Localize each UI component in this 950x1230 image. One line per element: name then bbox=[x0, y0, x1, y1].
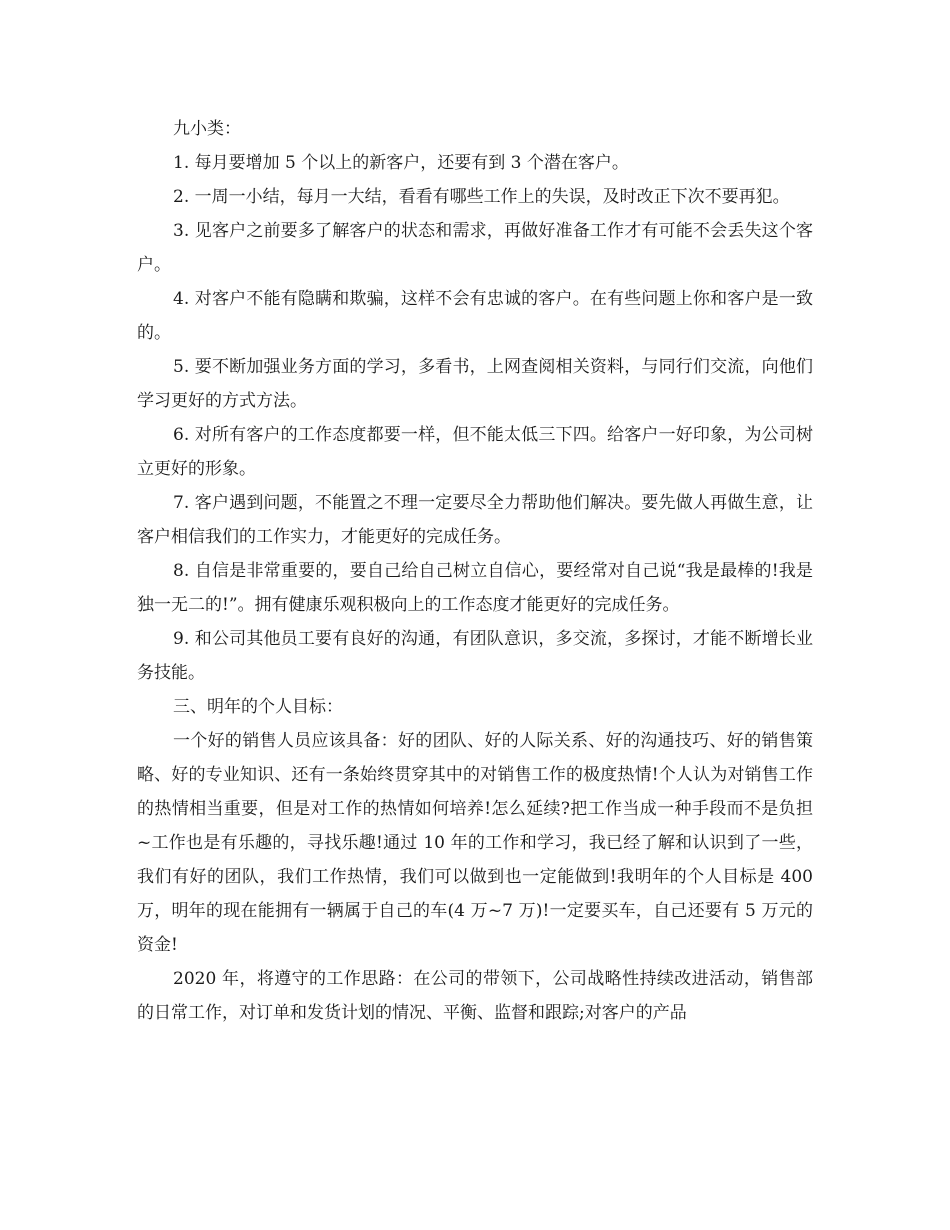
list-item-8: 8. 自信是非常重要的，要自己给自己树立自信心，要经常对自己说“我是最棒的!我是独一无二的!”。拥有健康乐观积极向上的工作态度才能更好的完成任务。 bbox=[137, 561, 813, 615]
list-item-2: 2. 一周一小结，每月一大结，看看有哪些工作上的失误，及时改正下次不要再犯。 bbox=[173, 187, 790, 207]
list-item-9: 9. 和公司其他员工要有良好的沟通，有团队意识，多交流，多探讨，才能不断增长业务技能。 bbox=[137, 629, 813, 683]
list-item-3: 3. 见客户之前要多了解客户的状态和需求，再做好准备工作才有可能不会丢失这个客户。 bbox=[137, 221, 813, 275]
body-paragraph-plan: 2020 年，将遵守的工作思路：在公司的带领下，公司战略性持续改进活动，销售部的日常工作，对订单和发货计划的情况、平衡、监督和跟踪;对客户的产品 bbox=[137, 969, 813, 1023]
body-paragraph-goals: 一个好的销售人员应该具备：好的团队、好的人际关系、好的沟通技巧、好的销售策略、好的专业知识、还有一条始终贯穿其中的对销售工作的极度热情!个人认为对销售工作的热情相当重要，但是对工作的热情如何培养!怎么延续?把工作当成一种手段而不是负担~工作也是有乐趣的，寻找乐趣!通过 10 年的工作和学习，我已经了解和认识到了一些，我们有好的团队，我们工作热情，我们可以做到也一定能做到!我明年的个人目标是 400 万，明年的现在能拥有一辆属于自己的车(4 万~7 万)!一定要买车，自己还要有 5 万元的资金! bbox=[137, 731, 813, 955]
section-heading-goals: 三、明年的个人目标： bbox=[173, 697, 343, 717]
list-item-5: 5. 要不断加强业务方面的学习，多看书，上网查阅相关资料，与同行们交流，向他们学习更好的方式方法。 bbox=[137, 357, 813, 411]
list-item-1: 1. 每月要增加 5 个以上的新客户，还要有到 3 个潜在客户。 bbox=[173, 153, 629, 173]
document-body bbox=[137, 112, 813, 1030]
list-item-6: 6. 对所有客户的工作态度都要一样，但不能太低三下四。给客户一好印象，为公司树立更好的形象。 bbox=[137, 425, 813, 479]
list-item-7: 7. 客户遇到问题，不能置之不理一定要尽全力帮助他们解决。要先做人再做生意，让客户相信我们的工作实力，才能更好的完成任务。 bbox=[137, 493, 813, 547]
list-item-4: 4. 对客户不能有隐瞒和欺骗，这样不会有忠诚的客户。在有些问题上你和客户是一致的。 bbox=[137, 289, 813, 343]
section-subheading: 九小类： bbox=[173, 119, 241, 139]
